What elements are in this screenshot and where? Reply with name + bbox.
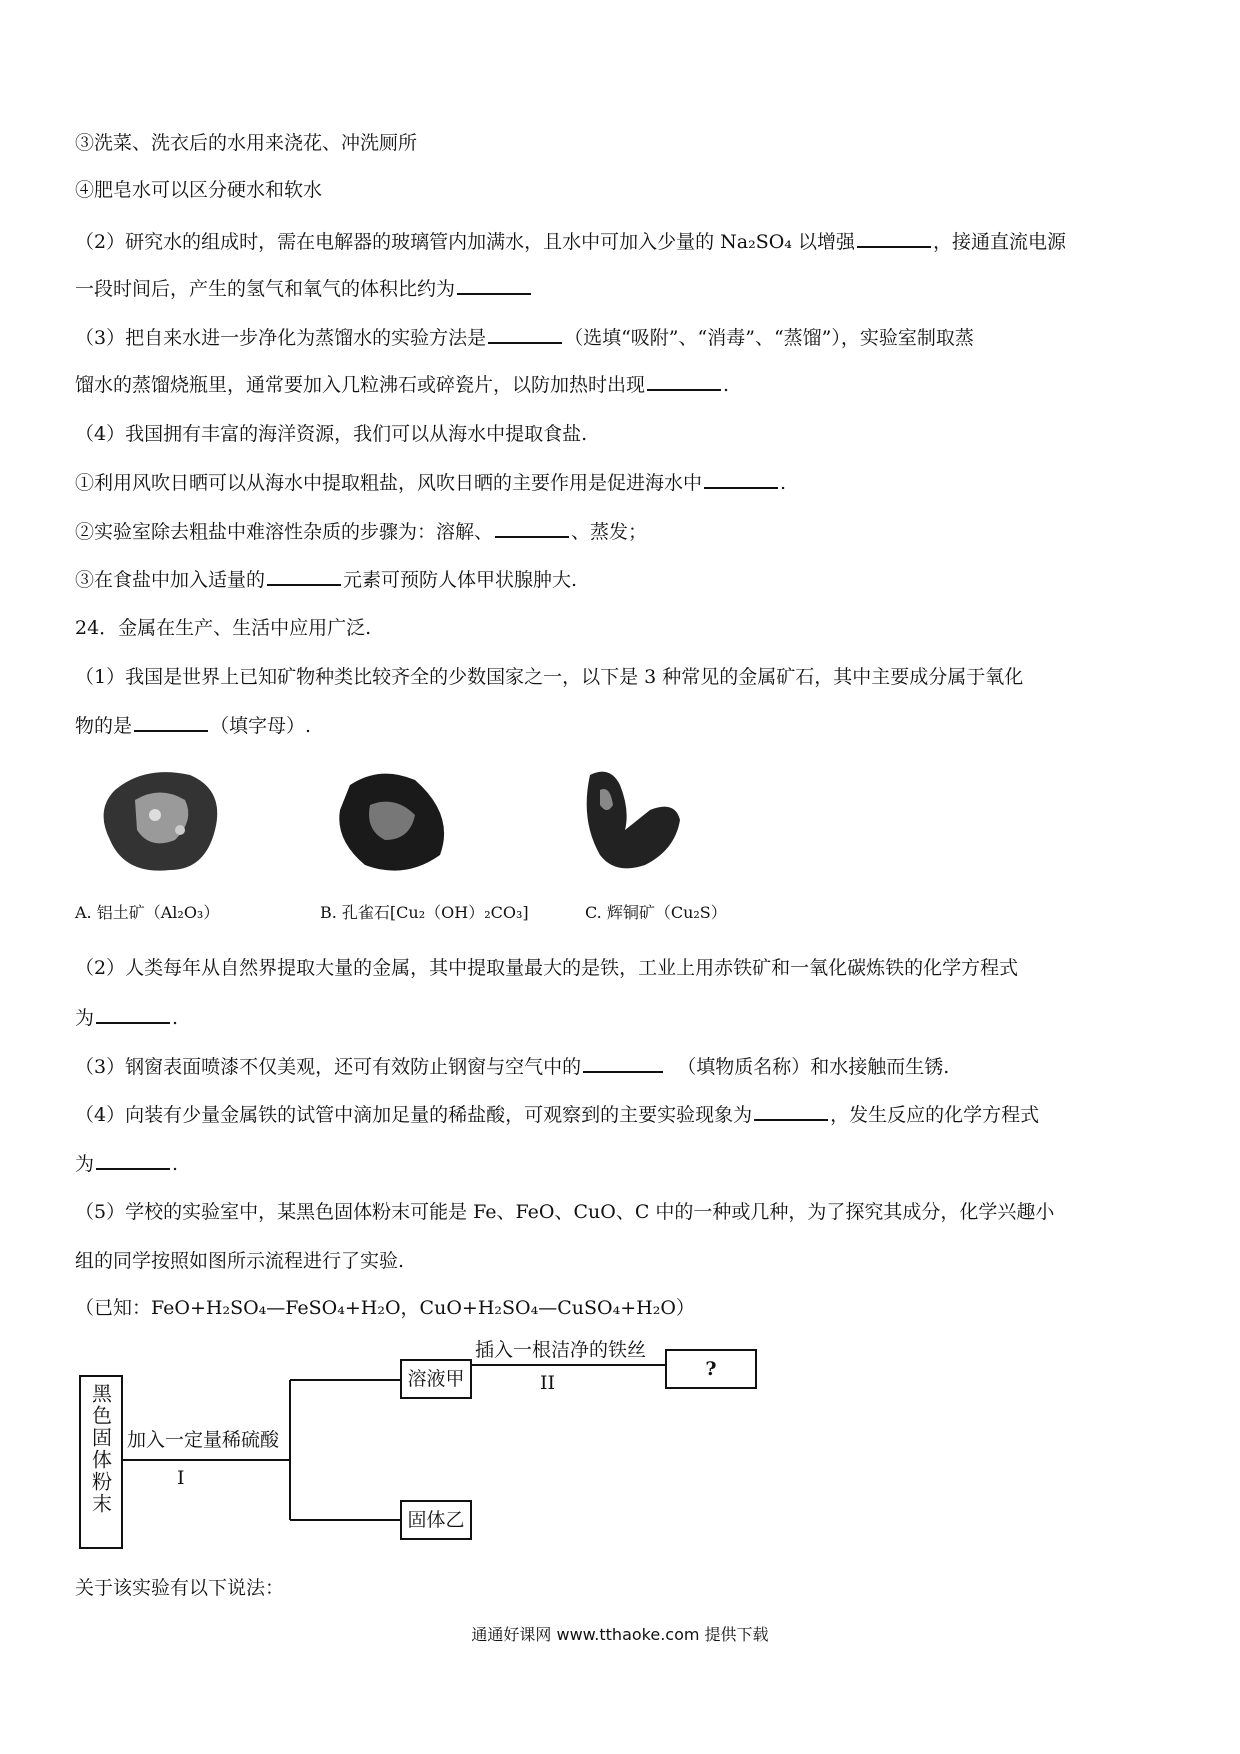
q4-2-tail: 、蒸发； [571,521,648,543]
q3-text-tail: （选填“吸附”、“消毒”、“蒸馏”），实验室制取蒸 [564,327,974,349]
solid-label: 固体乙 [407,1509,465,1531]
q2-text-tail: ，接通直流电源 [932,231,1066,253]
q24-heading: 24．金属在生产、生活中应用广泛. [75,617,372,639]
q3-period: . [723,374,730,396]
step2-label: 插入一根洁净的铁丝 [475,1339,647,1361]
flow-diagram [75,1339,775,1555]
answer-blank [488,324,562,344]
q24-1-text: 物的是 [75,715,133,737]
answer-blank [583,1053,663,1073]
answer-blank [96,1150,170,1170]
q3-text: （3）把自来水进一步净化为蒸馏水的实验方法是 [75,327,487,349]
answer-blank [495,518,569,538]
q4-3-tail: 元素可预防人体甲状腺肿大. [343,569,578,591]
answer-blank [647,371,721,391]
q2-line2 [75,275,533,302]
q24-5-line2: 组的同学按照如图所示流程进行了实验. [75,1250,405,1272]
q24-4-text2: 为 [75,1153,95,1175]
answer-blank [267,566,341,586]
answer-blank [96,1004,170,1024]
start-box [79,1375,123,1549]
about-line: 关于该实验有以下说法： [75,1577,285,1599]
q24-1-tail: （填字母）. [210,715,312,737]
q24-2-line1: （2）人类每年从自然界提取大量的金属，其中提取量最大的是铁，工业上用赤铁矿和一氧化碳炼铁的化学方程式 [75,957,1019,979]
result-box [665,1349,757,1389]
step2-number: II [540,1372,556,1394]
step1-label: 加入一定量稀硫酸 [127,1429,280,1451]
solution-label: 溶液甲 [407,1368,465,1390]
answer-blank [857,228,931,248]
solution-box [400,1359,472,1399]
q4-2-line [75,518,647,545]
solid-box [400,1500,472,1540]
line-4: ④肥皂水可以区分硬水和软水 [75,179,323,201]
q24-4-text: （4）向装有少量金属铁的试管中滴加足量的稀盐酸，可观察到的主要实验现象为 [75,1104,753,1126]
q24-2-period: . [172,1007,179,1029]
q24-1-line2 [75,712,311,739]
ore-images [75,760,735,890]
q24-3-tail: （填物质名称）和水接触而生锈. [677,1056,950,1078]
q24-4-line1 [75,1101,1039,1128]
q3-line1 [75,324,974,351]
q4-1-period: . [780,472,787,494]
line-3: ③洗菜、洗衣后的水用来浇花、冲洗厕所 [75,132,418,154]
q24-3-line [75,1053,949,1080]
q4-line: （4）我国拥有丰富的海洋资源，我们可以从海水中提取食盐. [75,423,588,445]
q24-4-tail: ，发生反应的化学方程式 [830,1104,1040,1126]
malachite-image [339,774,444,871]
q24-3-text: （3）钢窗表面喷漆不仅美观，还可有效防止钢窗与空气中的 [75,1056,582,1078]
q4-3-line [75,566,577,593]
q2-line1 [75,228,1066,255]
q4-3-text: ③在食盐中加入适量的 [75,569,266,591]
q4-2-text: ②实验室除去粗盐中难溶性杂质的步骤为：溶解、 [75,521,494,543]
q4-1-text: ①利用风吹日晒可以从海水中提取粗盐，风吹日晒的主要作用是促进海水中 [75,472,703,494]
q24-1-line1: （1）我国是世界上已知矿物种类比较齐全的少数国家之一，以下是 3 种常见的金属矿石，其中主要成分属于氧化 [75,666,1024,688]
ore-label-a: A. 铝土矿（Al₂O₃） [75,903,220,922]
q24-2-text: 为 [75,1007,95,1029]
ore-label-b: B. 孔雀石[Cu₂（OH）₂CO₃] [320,903,529,922]
q24-4-period: . [172,1153,179,1175]
answer-blank [134,712,208,732]
ore-label-c: C. 辉铜矿（Cu₂S） [585,903,727,922]
q4-1-line [75,469,786,496]
start-label: 黑色固体粉末 [88,1383,113,1515]
answer-blank [457,275,531,295]
q2-text: （2）研究水的组成时，需在电解器的玻璃管内加满水，且水中可加入少量的 Na₂SO₄ 以增强 [75,231,855,253]
q24-2-line2 [75,1004,178,1031]
q3-text2: 馏水的蒸馏烧瓶里，通常要加入几粒沸石或碎瓷片，以防加热时出现 [75,374,646,396]
known-equations: （已知：FeO+H₂SO₄—FeSO₄+H₂O，CuO+H₂SO₄—CuSO₄+H₂O） [75,1297,695,1319]
chalcocite-image [587,772,680,869]
q24-5-line1: （5）学校的实验室中，某黑色固体粉末可能是 Fe、FeO、CuO、C 中的一种或几种，为了探究其成分，化学兴趣小 [75,1201,1055,1223]
bauxite-image [104,772,218,870]
q2-text2: 一段时间后，产生的氢气和氧气的体积比约为 [75,278,456,300]
answer-blank [754,1101,828,1121]
step1-number: I [177,1467,185,1489]
ore-figure [75,760,735,925]
result-label: ? [705,1358,717,1380]
q24-4-line2 [75,1150,178,1177]
answer-blank [704,469,778,489]
page-footer: 通通好课网 www.tthaoke.com 提供下载 [471,1625,769,1644]
q3-line2 [75,371,729,398]
